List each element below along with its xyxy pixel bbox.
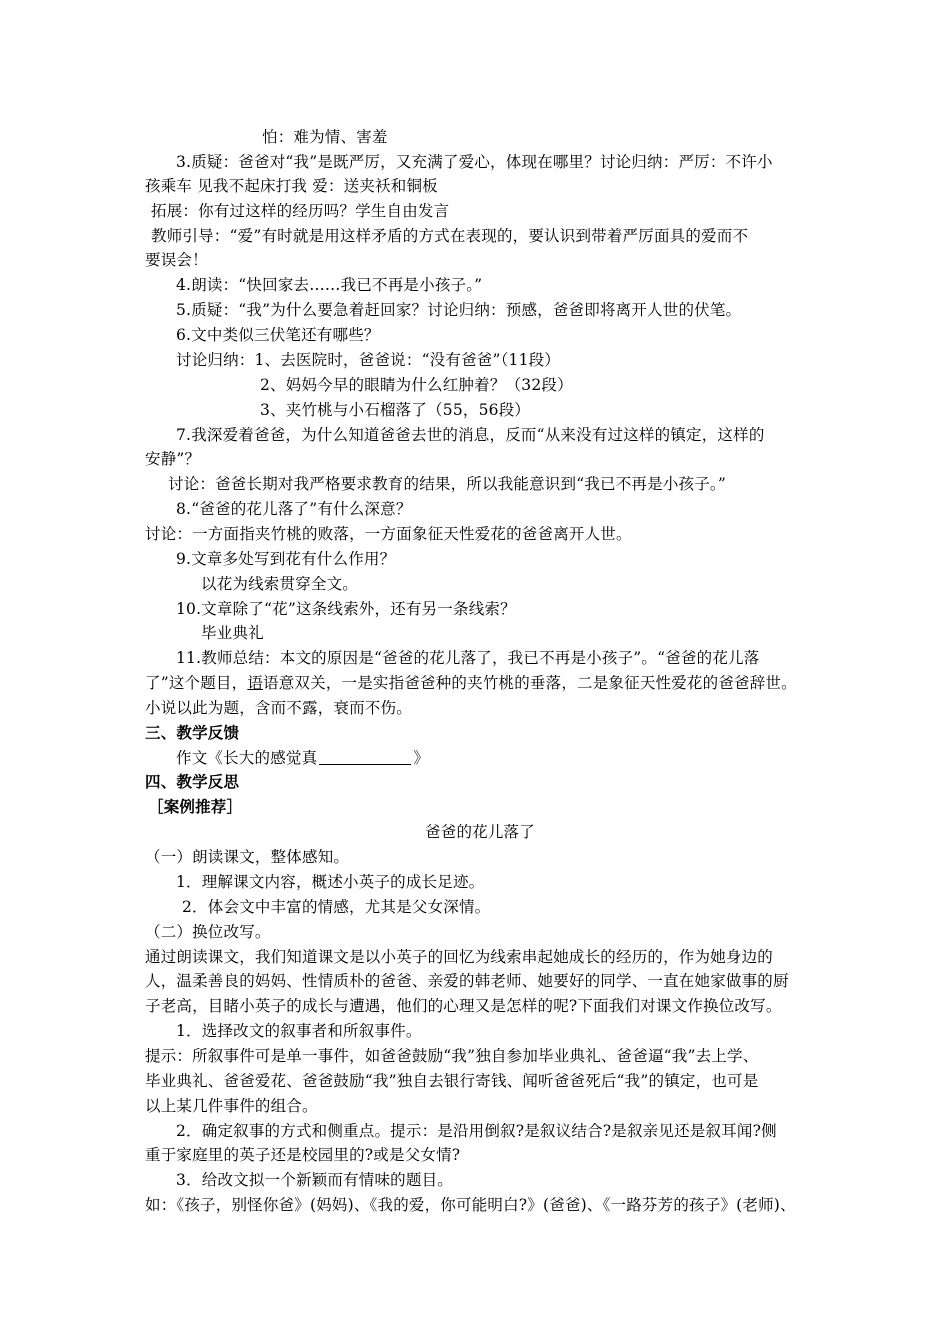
text-line: （一）朗读课文，整体感知。 [145, 848, 350, 866]
text-line: 要误会！ [145, 251, 208, 269]
text-line: 拓展：你有过这样的经历吗？学生自由发言 [151, 202, 450, 220]
text-line: 2．确定叙事的方式和侧重点。提示：是沿用倒叙?是叙议结合?是叙亲见还是叙耳闻?侧 [176, 1122, 777, 1140]
text-line: 重于家庭里的英子还是校园里的?或是父女情? [145, 1146, 461, 1164]
text-line: 子老高，目睹小英子的成长与遭遇，他们的心理又是怎样的呢?下面我们对课文作换位改写。 [145, 997, 782, 1015]
text-line: 8.“爸爸的花儿落了”有什么深意？ [176, 500, 412, 518]
text-line: 6.文中类似三伏笔还有哪些？ [176, 326, 380, 344]
text-fragment: 了”这个题目， [145, 674, 248, 692]
text-line: 2、妈妈今早的眼睛为什么红肿着？（32段） [260, 376, 573, 394]
blank-underline [319, 750, 411, 765]
text-line: 3.质疑：爸爸对“我”是既严厉，又充满了爱心，体现在哪里？讨论归纳：严厉：不许小 [176, 153, 773, 171]
text-line: 5.质疑：“我”为什么要急着赶回家？讨论归纳：预感，爸爸即将离开人世的伏笔。 [176, 301, 742, 319]
text-line: 通过朗读课文，我们知道课文是以小英子的回忆为线索串起她成长的经历的，作为她身边的 [145, 948, 774, 966]
text-line: 讨论：爸爸长期对我严格要求教育的结果，所以我能意识到“我已不再是小孩子。” [168, 475, 727, 493]
text-line: 1．选择改文的叙事者和所叙事件。 [176, 1022, 422, 1040]
text-line: 讨论：一方面指夹竹桃的败落，一方面象征天性爱花的爸爸离开人世。 [145, 525, 632, 543]
text-line: 3．给改文拟一个新颖而有情味的题目。 [176, 1171, 453, 1189]
text-line: 讨论归纳：1、去医院时，爸爸说：“没有爸爸”（11段） [176, 351, 561, 369]
text-line: 以上某几件事件的组合。 [145, 1097, 318, 1115]
text-line: 7.我深爱着爸爸，为什么知道爸爸去世的消息，反而“从来没有过这样的镇定，这样的 [176, 426, 765, 444]
section-heading: 四、教学反思 [145, 772, 240, 791]
text-line: 教师引导：“爱”有时就是用这样矛盾的方式在表现的，要认识到带着严厉面具的爱而不 [151, 227, 749, 245]
text-line: 安静”？ [145, 450, 201, 468]
text-line: 9.文章多处写到花有什么作用？ [176, 550, 396, 568]
text-line: 10.文章除了“花”这条线索外，还有另一条线索？ [176, 600, 516, 618]
text-fragment: 语意双关，一是实指爸爸种的夹竹桃的垂落，二是象征天性爱花的爸爸辞世。 [263, 674, 797, 692]
text-line: （二）换位改写。 [145, 923, 271, 941]
section-heading: 三、教学反馈 [145, 723, 240, 742]
text-line: 提示：所叙事件可是单一事件，如爸爸鼓励“我”独自参加毕业典礼、爸爸逼“我”去上学、 [145, 1047, 759, 1065]
underlined-fragment: 语 [247, 674, 264, 692]
text-line: 如：《孩子，别怪你爸》(妈妈)、《我的爱，你可能明白?》(爸爸)、《一路芬芳的孩子》(老师)、 [145, 1196, 796, 1214]
text-line: 1．理解课文内容，概述小英子的成长足迹。 [176, 873, 485, 891]
text-line: 小说以此为题，含而不露，衰而不伤。 [145, 699, 412, 717]
text-line [145, 672, 797, 694]
text-line: 孩乘车 见我不起床打我 爱：送夹袄和铜板 [145, 177, 438, 195]
case-title: 爸爸的花儿落了 [425, 823, 535, 841]
text-line: 毕业典礼 [201, 624, 264, 642]
text-line: 2．体会文中丰富的情感，尤其是父女深情。 [182, 898, 491, 916]
text-line: 以花为线索贯穿全文。 [201, 575, 359, 593]
text-line: 毕业典礼、爸爸爱花、爸爸鼓励“我”独自去银行寄钱、闻听爸爸死后“我”的镇定，也可是 [145, 1072, 759, 1090]
text-line: 4.朗读：“快回家去……我已不再是小孩子。” [176, 276, 483, 294]
text-line: 人，温柔善良的妈妈、性情质朴的爸爸、亲爱的韩老师、她要好的同学、一直在她家做事的厨 [145, 972, 789, 990]
text-fragment: 》 [413, 749, 430, 767]
section-heading: ［案例推荐］ [148, 797, 243, 816]
text-line: 11.教师总结：本文的原因是“爸爸的花儿落了，我已不再是小孩子”。“爸爸的花儿落 [176, 649, 760, 667]
text-fragment: 作文《长大的感觉真 [176, 749, 318, 767]
text-line: 3、夹竹桃与小石榴落了（55，56段） [260, 401, 531, 419]
composition-line [176, 747, 429, 769]
text-line: 怕：难为情、害羞 [262, 128, 388, 146]
